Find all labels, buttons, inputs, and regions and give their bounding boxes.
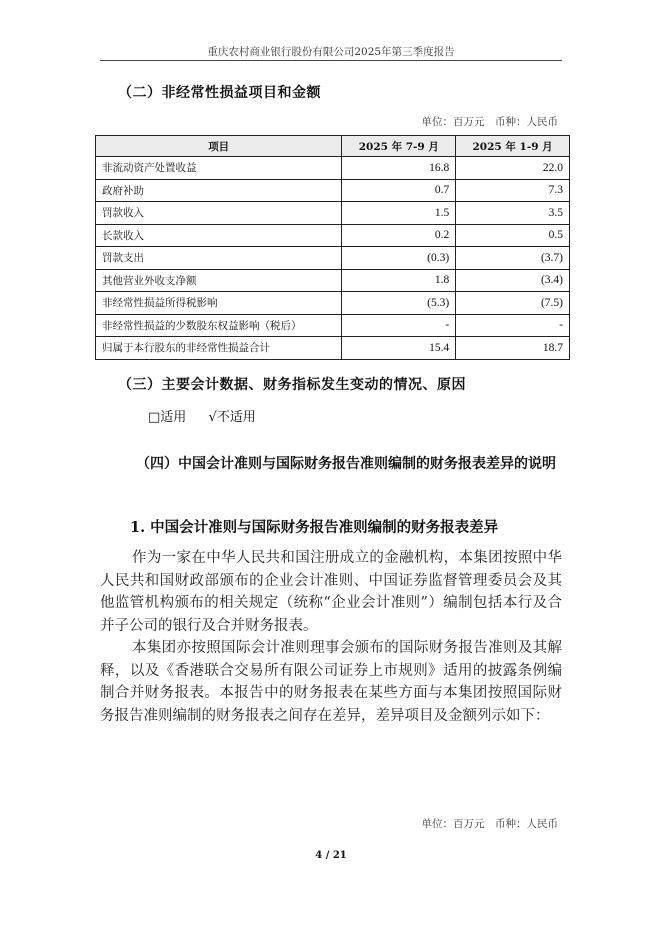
section-4-title: （四）中国会计准则与国际财务报告准则编制的财务报表差异的说明: [136, 456, 556, 472]
row-ytd-value: 0.5: [456, 224, 570, 247]
row-item-label: 长款收入: [96, 224, 342, 247]
header-divider: [100, 60, 562, 61]
applicability-options: [148, 406, 274, 425]
row-q3-value: -: [342, 314, 456, 337]
row-item-label: 罚款收入: [96, 202, 342, 225]
row-item-label: 罚款支出: [96, 247, 342, 270]
paragraph-2: 本集团亦按照国际会计准则理事会颁布的国际财务报告准则及其解释，以及《香港联合交易所有限公司证券上市规则》适用的披露条例编制合并财务报表。本报告中的财务报表在某些方面与本集团按照国际财务报告准则编制的财务报表之间存在差异，差异项目及金额列示如下：: [100, 640, 562, 724]
table-row: [96, 247, 570, 270]
column-header-item: 项目: [96, 136, 342, 157]
row-ytd-value: -: [456, 314, 570, 337]
row-ytd-value: 18.7: [456, 337, 570, 360]
page-number: 4 / 21: [315, 850, 347, 861]
row-ytd-value: (7.5): [456, 292, 570, 315]
table-header-row: [96, 136, 570, 157]
row-item-label: 政府补助: [96, 179, 342, 202]
paragraph-1: 作为一家在中华人民共和国注册成立的金融机构，本集团按照中华人民共和国财政部颁布的企业会计准则、中国证券监督管理委员会及其他监管机构颁布的相关规定（统称“企业会计准则”）编制包括本行及合并子公司的银行及合并财务报表。: [100, 550, 562, 634]
section-2-unit: 单位：百万元 币种：人民币: [421, 116, 558, 128]
row-q3-value: (5.3): [342, 292, 456, 315]
option-applicable: □适用: [148, 410, 187, 425]
non-recurring-items-table: [95, 135, 570, 360]
table-row: [96, 202, 570, 225]
row-item-label: 归属于本行股东的非经常性损益合计: [96, 337, 342, 360]
table-row: [96, 157, 570, 180]
row-q3-value: 1.8: [342, 269, 456, 292]
row-ytd-value: (3.4): [456, 269, 570, 292]
table-row: [96, 337, 570, 360]
section-3-title: （三）主要会计数据、财务指标发生变动的情况、原因: [118, 377, 466, 393]
row-ytd-value: 3.5: [456, 202, 570, 225]
section-4-unit: 单位：百万元 币种：人民币: [421, 818, 558, 830]
row-q3-value: 16.8: [342, 157, 456, 180]
table-row: [96, 224, 570, 247]
table-row: [96, 314, 570, 337]
row-ytd-value: 7.3: [456, 179, 570, 202]
row-item-label: 非流动资产处置收益: [96, 157, 342, 180]
row-q3-value: 1.5: [342, 202, 456, 225]
subsection-1-title: 1. 中国会计准则与国际财务报告准则编制的财务报表差异: [130, 519, 499, 536]
row-ytd-value: (3.7): [456, 247, 570, 270]
section-2-title: （二）非经常性损益项目和金额: [118, 85, 321, 101]
page-header: 重庆农村商业银行股份有限公司2025年第三季度报告: [207, 46, 455, 58]
option-not-applicable: √不适用: [208, 410, 256, 425]
row-q3-value: (0.3): [342, 247, 456, 270]
row-q3-value: 15.4: [342, 337, 456, 360]
row-item-label: 非经常性损益的少数股东权益影响（税后）: [96, 314, 342, 337]
table-row: [96, 179, 570, 202]
table-row: [96, 292, 570, 315]
row-q3-value: 0.7: [342, 179, 456, 202]
row-q3-value: 0.2: [342, 224, 456, 247]
column-header-ytd: 2025 年 1-9 月: [456, 136, 570, 157]
table-row: [96, 269, 570, 292]
row-ytd-value: 22.0: [456, 157, 570, 180]
row-item-label: 非经常性损益所得税影响: [96, 292, 342, 315]
column-header-q3: 2025 年 7-9 月: [342, 136, 456, 157]
row-item-label: 其他营业外收支净额: [96, 269, 342, 292]
